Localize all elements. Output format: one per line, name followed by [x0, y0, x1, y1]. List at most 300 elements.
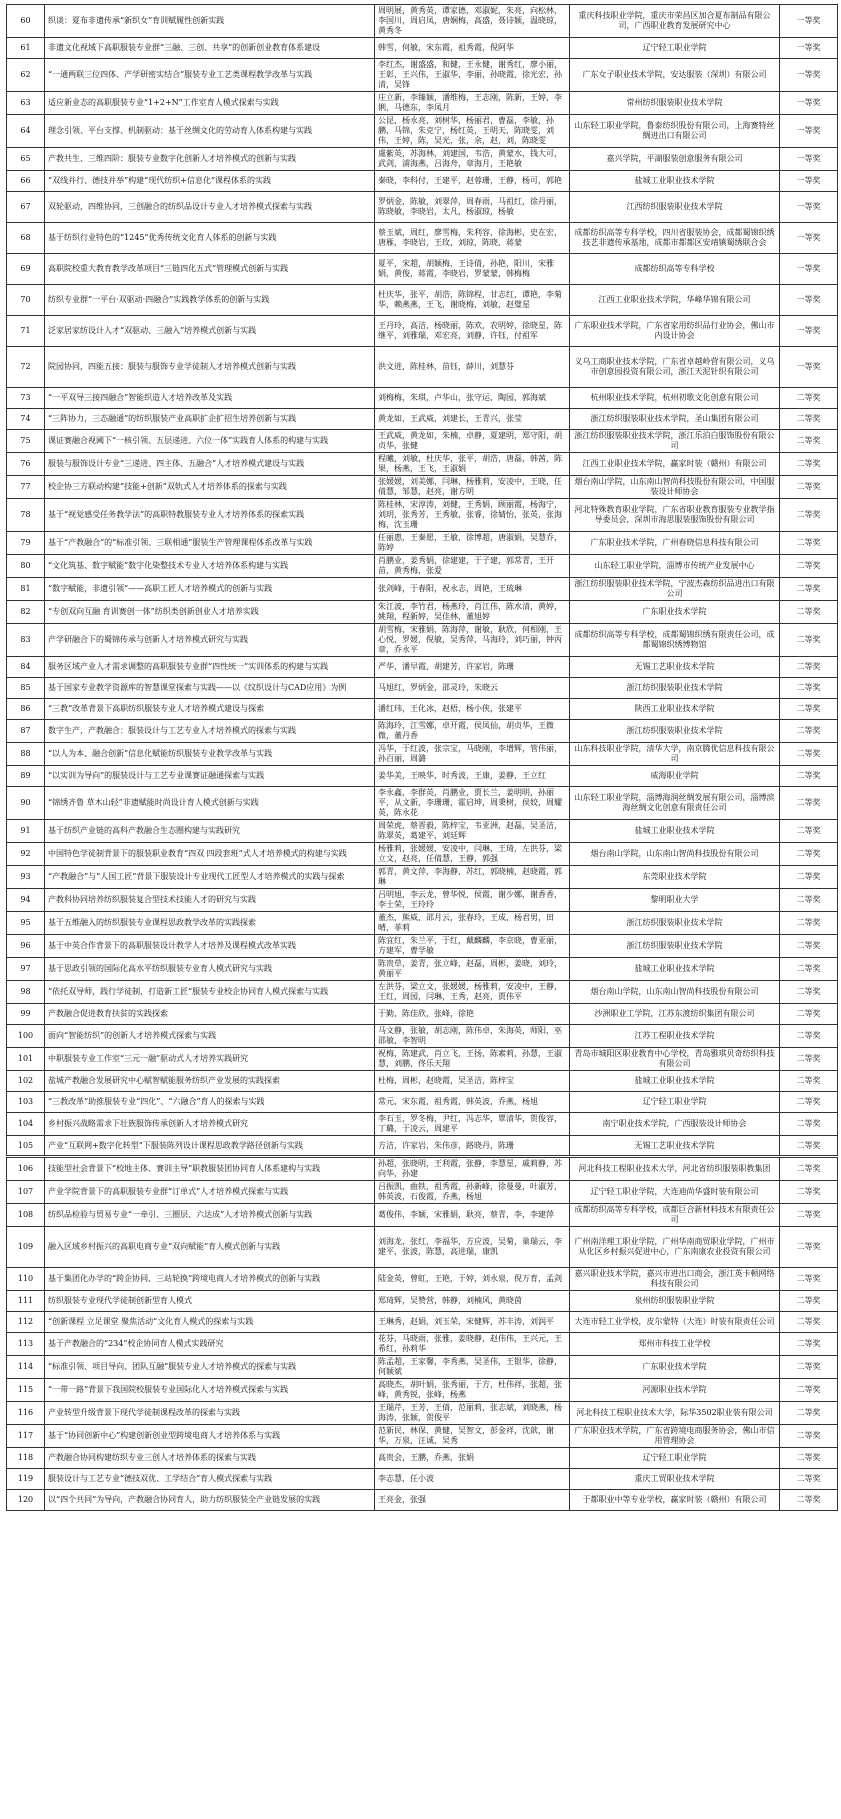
row-number: 89 [7, 766, 45, 787]
team-members: 高晓杰，胡叶娟，张秀丽，于方，杜伟祥，张超，张峰，黄秀锐，张峰，杨燕 [375, 1379, 570, 1402]
team-members: 李石玉，罗冬梅，尹红，冯志华，覃清华，贺俊容，丁璐，于凌云，周建平 [375, 1113, 570, 1136]
row-number: 106 [7, 1157, 45, 1181]
project-title: 中国特色学徒制背景下的服装职业教育“四双 四段套班”式人才培养模式的构建与实践 [45, 843, 375, 866]
project-title: 泛家居家纺设计人才“双驱动、三融入”培养模式创新与实践 [45, 316, 375, 347]
table-row [7, 1157, 838, 1181]
project-title: 技能型社会背景下“校地主体、赛训主导”职教服装团协同育人体系建构与实践 [45, 1157, 375, 1181]
table-row [7, 866, 838, 889]
project-title: 非遗文化视域下高职服装专业群“三融、三创、共享”的创新创业教育体系建设 [45, 38, 375, 59]
row-number: 77 [7, 476, 45, 499]
team-members: 马旭红，罗炳金，邵灵玲，朱晓云 [375, 678, 570, 699]
table-row [7, 430, 838, 453]
project-title: 纺织品检验与贸易专业“一牵引、三圈层、六达成”人才培养模式创新与实践 [45, 1204, 375, 1227]
award-level: 二等奖 [780, 555, 838, 578]
award-level: 二等奖 [780, 1469, 838, 1490]
award-level: 二等奖 [780, 981, 838, 1004]
project-title: “一通两联三位四体、产学研密实结合”服装专业工艺类课程教学改革与实践 [45, 59, 375, 92]
team-members: 马文静，张敏，胡志刚，陈伟卓，朱海英，师阳，巫邵敏，李智明 [375, 1025, 570, 1048]
award-level: 二等奖 [780, 1092, 838, 1113]
award-level: 二等奖 [780, 1025, 838, 1048]
row-number: 73 [7, 388, 45, 409]
institutions: 泉州纺织服装职业学院 [570, 1291, 780, 1312]
row-number: 102 [7, 1071, 45, 1092]
table-row [7, 499, 838, 532]
project-title: “文化筑基、数字赋能”数字化染整技术专业人才培养体系构建与实践 [45, 555, 375, 578]
project-title: “产教融合”与“人国工匠”背景下服装设计专业现代工匠型人才培养模式的实践与探索 [45, 866, 375, 889]
row-number: 76 [7, 453, 45, 476]
table-row [7, 254, 838, 285]
row-number: 95 [7, 912, 45, 935]
row-number: 79 [7, 532, 45, 555]
table-row [7, 935, 838, 958]
institutions: 盐城工业职业技术学院 [570, 1071, 780, 1092]
team-members: 潘红玮，王化冰，赵梧，杨小侠，张建平 [375, 699, 570, 720]
row-number: 119 [7, 1469, 45, 1490]
project-title: 基于“视觉感受任务教学法”的高职特教服装专业人才培养体系的探索实践 [45, 499, 375, 532]
table-row [7, 223, 838, 254]
project-title: 产教共生、三维四阶：服装专业数字化创新人才培养模式的创新与实践 [45, 148, 375, 171]
row-number: 75 [7, 430, 45, 453]
row-number: 72 [7, 347, 45, 388]
row-number: 82 [7, 601, 45, 624]
institutions: 成都纺织高等专科学校，成都巨合新材料技术有限责任公司 [570, 1204, 780, 1227]
row-number: 70 [7, 285, 45, 316]
project-title: “标准引领、项目导向、团队互融”服装专业人才培养模式的探索与实践 [45, 1356, 375, 1379]
project-title: 基于集团化办学的“跨企协同、三站轮换”跨境电商人才培养模式的创新与实践 [45, 1268, 375, 1291]
row-number: 86 [7, 699, 45, 720]
team-members: 杜梅，周彬，赵晓霞，吴圣洁，陈梓宝 [375, 1071, 570, 1092]
award-level: 二等奖 [780, 476, 838, 499]
row-number: 90 [7, 787, 45, 820]
row-number: 66 [7, 171, 45, 192]
project-title: “创新课程 立足课堂 聚焦活动”文化育人模式的探索与实践 [45, 1312, 375, 1333]
row-number: 112 [7, 1312, 45, 1333]
institutions: 盐城工业职业技术学院 [570, 171, 780, 192]
row-number: 110 [7, 1268, 45, 1291]
team-members: 于勤，陈佳欣，张峰，徐艳 [375, 1004, 570, 1025]
project-title: “数字赋能，非遗引领”——高职工匠人才培养模式的创新与实践 [45, 578, 375, 601]
row-number: 94 [7, 889, 45, 912]
table-row [7, 981, 838, 1004]
project-title: 基于纺织产业链的高科产教融合生态圈构建与实践研究 [45, 820, 375, 843]
institutions: 成都纺织高等专科学校 [570, 254, 780, 285]
institutions: 山东科技职业学院，清华大学，南京腾优信息科技有限公司 [570, 743, 780, 766]
institutions: 广东女子职业技术学院，安达服装（深圳）有限公司 [570, 59, 780, 92]
table-row [7, 820, 838, 843]
table-row [7, 1071, 838, 1092]
team-members: 王瑞芹，王芳，王倩，范丽莉，张志斌，刘晓燕，杨海涛，张颖，贺俊平 [375, 1402, 570, 1425]
row-number: 100 [7, 1025, 45, 1048]
table-row [7, 1204, 838, 1227]
row-number: 107 [7, 1181, 45, 1204]
institutions: 成都纺织高等专科学校，四川省服装协会，成都蜀锦织绣技艺非遗传承基地，成都市都都区安靖镇蜀绣联合会 [570, 223, 780, 254]
team-members: 祝梅，陈建武，肖立飞，王扬，陈素莉，孙慧，王淑慧，刘鹏，佟乐天翔 [375, 1048, 570, 1071]
team-members: 王武威，黄龙如，朱楠，卓静，夏建明，郑守阳，胡贞华，张健 [375, 430, 570, 453]
team-members: 韩雪，何敏，宋东霞，祖秀霞，倪阿华 [375, 38, 570, 59]
award-level: 二等奖 [780, 1490, 838, 1511]
team-members: 花芬，马晓雨，张雅，姜晓静，赵伟伟，王兴元，王希红，孙莉华 [375, 1333, 570, 1356]
institutions: 广东职业技术学院，广东省跨境电商服务协会，佛山市信用管理协会 [570, 1425, 780, 1448]
table-row [7, 766, 838, 787]
project-title: 服装与服饰设计专业“三递进、四主体、五融合”人才培养模式建设与实践 [45, 453, 375, 476]
project-title: 中职服装专业工作室“三元一融”驱动式人才培养实践研究 [45, 1048, 375, 1071]
row-number: 83 [7, 624, 45, 657]
table-row [7, 1092, 838, 1113]
team-members: 杜庆华，张平，胡浩，陈锦程，甘志红，谭艳，李菊华，赖燕燕，王飞，谢晓梅，刘敏，赵璧星 [375, 285, 570, 316]
institutions: 义乌工商职业技术学院，广东省卓越岭营有限公司，义乌市创意园投资有限公司，浙江天泥针织有限公司 [570, 347, 780, 388]
row-number: 103 [7, 1092, 45, 1113]
award-level: 二等奖 [780, 866, 838, 889]
team-members: 李志慧，任小波 [375, 1469, 570, 1490]
team-members: 刘梅梅，朱琪，卢华山，张守运，陶园，郭海斌 [375, 388, 570, 409]
row-number: 80 [7, 555, 45, 578]
team-members: 张媛媛，刘美娜，闫琳，杨雅莉，安凌中，王晓，任倩慧，邹慧，赵亮，谢方明 [375, 476, 570, 499]
institutions: 广东职业技术学院，广东省家用纺织品行业协会，佛山市内设计协会 [570, 316, 780, 347]
row-number: 69 [7, 254, 45, 285]
team-members: 陈宜红，朱兰平，于红，戴麟麟，李京晓，曹亚丽，方建军，曹学敏 [375, 935, 570, 958]
team-members: 范新民，林保，黄健，吴智文，彭金祥，沈歆，谢华，万泉，汪诚，吴秀 [375, 1425, 570, 1448]
award-level: 二等奖 [780, 1227, 838, 1268]
table-row [7, 1227, 838, 1268]
row-number: 92 [7, 843, 45, 866]
table-row [7, 1113, 838, 1136]
project-title: 高职院校重大教育教学改革项目“三链四化五式”管理模式创新与实践 [45, 254, 375, 285]
team-members: 陈桂林，宋淳涛，刘健，王秀娟，顾丽霞，杨海宁，刘玥，张秀芳，王秀敏，张睿，徐婧怡，张英，张海梅，沈玉珊 [375, 499, 570, 532]
row-number: 67 [7, 192, 45, 223]
institutions: 山东轻工职业学院，鲁泰纺织股份有限公司，上海赛特丝绸进出口有限公司 [570, 115, 780, 148]
table-row [7, 678, 838, 699]
row-number: 74 [7, 409, 45, 430]
table-row [7, 1048, 838, 1071]
project-title: 以“四个共同”为导向，产教融合协同育人，助力纺织服装全产业链发展的实践 [45, 1490, 375, 1511]
institutions: 广东职业技术学院 [570, 1356, 780, 1379]
project-title: 课证赛融合视阈下“一核引领、五层递进、六位一体”实践育人体系的构建与实践 [45, 430, 375, 453]
award-level: 二等奖 [780, 1181, 838, 1204]
row-number: 61 [7, 38, 45, 59]
award-level: 二等奖 [780, 1113, 838, 1136]
institutions: 于都职业中等专业学校，赢家时装（赣州）有限公司 [570, 1490, 780, 1511]
row-number: 98 [7, 981, 45, 1004]
institutions: 辽宁轻工职业学院 [570, 38, 780, 59]
institutions: 郑州市科技工业学校 [570, 1333, 780, 1356]
row-number: 116 [7, 1402, 45, 1425]
table-row [7, 1333, 838, 1356]
row-number: 91 [7, 820, 45, 843]
award-level: 二等奖 [780, 1425, 838, 1448]
project-title: 校企协三方联动构建“技能+创新”双轨式人才培养体系的探索与实践 [45, 476, 375, 499]
team-members: 冯华，于红波，张宗宝，马晓刚，李增辉，管伟丽，孙百丽，周潞 [375, 743, 570, 766]
award-level: 二等奖 [780, 1136, 838, 1157]
team-members: 程曦，刘敏，杜庆华，张平，胡浩，唐磊，韩茜，陈果，杨燕，王飞，王淑娟 [375, 453, 570, 476]
institutions: 河北科技工程职业技术大学，河北省纺织服装职教集团 [570, 1157, 780, 1181]
project-title: 服装设计与工艺专业“德技双优、工学结合”育人模式探索与实践 [45, 1469, 375, 1490]
table-row [7, 409, 838, 430]
award-level: 一等奖 [780, 192, 838, 223]
award-level: 二等奖 [780, 409, 838, 430]
institutions: 辽宁轻工职业学院 [570, 1092, 780, 1113]
row-number: 105 [7, 1136, 45, 1157]
award-table-body [7, 5, 838, 1511]
team-members: 秦晓，李科付，王建平，赵蓉珊，王静，杨可，郭艳 [375, 171, 570, 192]
award-level: 二等奖 [780, 843, 838, 866]
team-members: 刘海龙，张红，李福华，方应波，吴菊，巢瑞云，李建平，张波，陈慧，高进瑞，康凯 [375, 1227, 570, 1268]
institutions: 嘉兴学院，平湖服装创意服务有限公司 [570, 148, 780, 171]
team-members: 杨雅莉，张媛媛，安凌中，闫琳，王琦，左洪芬，梁立文，赵亮，任倩慧，王静，郭强 [375, 843, 570, 866]
team-members: 周明展，黄秀英，谭家德，邓淑妮，朱亮，向松林，李国川，周启凤，唐娴梅，高盛，聂诗颖，温晓琼，黄秀冬 [375, 5, 570, 38]
project-title: “双线并行、德技并举”构建“现代纺织+信息化”课程体系的实践 [45, 171, 375, 192]
table-row [7, 1356, 838, 1379]
award-level: 二等奖 [780, 499, 838, 532]
team-members: 姜华美，王映华，时秀波，王康，姜静，王立红 [375, 766, 570, 787]
award-level: 二等奖 [780, 720, 838, 743]
table-row [7, 1425, 838, 1448]
award-level: 一等奖 [780, 115, 838, 148]
institutions: 广东职业技术学院，广州春晓信息科技有限公司 [570, 532, 780, 555]
row-number: 60 [7, 5, 45, 38]
award-level: 一等奖 [780, 285, 838, 316]
table-row [7, 38, 838, 59]
award-level: 二等奖 [780, 601, 838, 624]
team-members: 王亮金，张强 [375, 1490, 570, 1511]
project-title: 产学研融合下的蜀锦传承与创新人才培养模式研究与实践 [45, 624, 375, 657]
institutions: 杭州职业技术学院，杭州初歌文化创意有限公司 [570, 388, 780, 409]
team-members: 周荣虎，蔡晋毅，陈梓宝，韦亚洲，赵磊，吴圣洁，陈翠英，葛建平，刘廷辉 [375, 820, 570, 843]
row-number: 93 [7, 866, 45, 889]
row-number: 84 [7, 657, 45, 678]
team-members: 葛俊伟，李颖，宋雅娟，耿亮，蔡青，李，李建萍 [375, 1204, 570, 1227]
award-level: 一等奖 [780, 148, 838, 171]
row-number: 88 [7, 743, 45, 766]
team-members: 夏平，宋超，胡颖梅，王诗倩，孙艳，阳川，宋雅娟，黄俊，蒋霞，李晓岩，罗蒙蒙，韩梅梅 [375, 254, 570, 285]
row-number: 114 [7, 1356, 45, 1379]
award-level: 二等奖 [780, 430, 838, 453]
team-members: 孙超，张晓明，王利霞，张静，李慧星，戚莉静，苏向华，孙建 [375, 1157, 570, 1181]
team-members: 蔡玉斌，周红，廖雪梅，朱利容，徐海彬，史在宏，唐雁，李晓岩，王玫，刘琼，陈晓，蒋蒙 [375, 223, 570, 254]
institutions: 沙洲职业工学院，江苏东渡纺织集团有限公司 [570, 1004, 780, 1025]
award-level: 二等奖 [780, 657, 838, 678]
project-title: “锦绣齐鲁 草木山轻”非遗赋能时尚设计育人模式创新与实践 [45, 787, 375, 820]
team-members: 陈孟超，王家馨，李秀燕，吴圣伟，王银华，徐静，何颖斌 [375, 1356, 570, 1379]
institutions: 烟台南山学院，山东南山智尚科技股份有限公司 [570, 981, 780, 1004]
award-level: 二等奖 [780, 1291, 838, 1312]
award-level: 二等奖 [780, 1312, 838, 1333]
table-row [7, 171, 838, 192]
institutions: 浙江纺织服装职业技术学院，宁波杰森纺织品进出口有限公司 [570, 578, 780, 601]
row-number: 65 [7, 148, 45, 171]
project-title: 基于五维融入的纺织服装专业课程思政教学改革的实践探索 [45, 912, 375, 935]
project-title: 基于“产教融合”的“标准引领、三联相通”服装生产管理课程体系改革与实践 [45, 532, 375, 555]
table-row [7, 453, 838, 476]
team-members: 任丽惠，王秦愿，王敏，徐博超，唐淑娟，吴慧乔，陈婷 [375, 532, 570, 555]
table-row [7, 624, 838, 657]
project-title: “专创双向互融 育训赛创一体”纺织类创新创业人才培养实践 [45, 601, 375, 624]
award-level: 二等奖 [780, 1379, 838, 1402]
row-number: 63 [7, 92, 45, 115]
institutions: 陕西工业职业技术学院 [570, 699, 780, 720]
team-members: 虞紫英，苏海林，刘建国，韦浩，黄蒙水，钱大可，武剑，浦海燕，吕海舟，章海月，王艳敏 [375, 148, 570, 171]
project-title: 融入区域乡村振兴的高职电商专业“双向赋能”育人模式创新与实践 [45, 1227, 375, 1268]
project-title: 产教科协同培养纺织服装复合型技术技能人才的研究与实践 [45, 889, 375, 912]
project-title: 产业“互联网+数字化转型”下服装陈列设计课程思政教学路径创新与实践 [45, 1136, 375, 1157]
team-members: 罗炳金，陈敏，刘翠萍，周春雨，马祖红，徐丹丽，陈晓敏，李晓岩，太凡，杨淑琼，杨敏 [375, 192, 570, 223]
institutions: 常州纺织服装职业技术学院 [570, 92, 780, 115]
team-members: 陈贵草，姜青，张立峰，赵磊，周彬，姜晓，刘玲，黄丽平 [375, 958, 570, 981]
table-row [7, 1025, 838, 1048]
project-title: “一带一路”背景下我国院校服装专业国际化人才培养模式探索与实践 [45, 1379, 375, 1402]
project-title: “三阵协力，三态融通”的纺织服装产业高职扩企扩招生培养创新与实践 [45, 409, 375, 430]
table-row [7, 555, 838, 578]
institutions: 浙江纺织服装职业技术学院 [570, 678, 780, 699]
institutions: 无锡工艺职业技术学院 [570, 657, 780, 678]
row-number: 118 [7, 1448, 45, 1469]
institutions: 浙江纺织服装职业技术学院 [570, 935, 780, 958]
institutions: 无锡工艺职业技术学院 [570, 1136, 780, 1157]
table-row [7, 1402, 838, 1425]
table-row [7, 601, 838, 624]
team-members: 方洁，许家岩，朱伟彦，路晓丹，陈珊 [375, 1136, 570, 1157]
institutions: 威海职业学院 [570, 766, 780, 787]
table-row [7, 743, 838, 766]
table-row [7, 720, 838, 743]
award-level: 二等奖 [780, 388, 838, 409]
project-title: 基于思政引领的国际化高水平纺织服装专业育人模式研究与实践 [45, 958, 375, 981]
row-number: 96 [7, 935, 45, 958]
award-level: 二等奖 [780, 532, 838, 555]
project-title: “一平双导三接四融合”智能织造人才培养改革及实践 [45, 388, 375, 409]
award-level: 二等奖 [780, 578, 838, 601]
project-title: “以人为本、融合创新”信息化赋能纺织服装专业教学改革与实践 [45, 743, 375, 766]
institutions: 江苏工程职业技术学院 [570, 1025, 780, 1048]
table-row [7, 1448, 838, 1469]
project-title: 服务区域产业人才需求调整的高职服装专业群“四性统一”实训体系的构建与实践 [45, 657, 375, 678]
institutions: 成都纺织高等专科学校，成都蜀锦织绣有限责任公司，成都蜀锦织绣博物馆 [570, 624, 780, 657]
award-level: 二等奖 [780, 699, 838, 720]
table-row [7, 347, 838, 388]
project-title: 产教融合协同构建纺织专业三创人才培养体系的探索与实践 [45, 1448, 375, 1469]
row-number: 78 [7, 499, 45, 532]
institutions: 浙江纺织服装职业技术学院，浙江乐泊白服饰股份有限公司 [570, 430, 780, 453]
team-members: 张剑峰，于春阳，祝永志，周艳，王琉琳 [375, 578, 570, 601]
project-title: “依托双导师，践行学徒制，打造新工匠”服装专业校企协同育人模式探索与实践 [45, 981, 375, 1004]
award-level: 一等奖 [780, 223, 838, 254]
table-row [7, 316, 838, 347]
table-row [7, 578, 838, 601]
row-number: 113 [7, 1333, 45, 1356]
team-members: 严华，潘早霞，胡建芳，许家岩，陈珊 [375, 657, 570, 678]
award-level: 二等奖 [780, 1157, 838, 1181]
team-members: 王丹玲，高洁，杨晓丽，陈欢，农明婷，徐晓星，陈继平，刘雅瑞，邓宏亮，刘静，许钰，付祖军 [375, 316, 570, 347]
institutions: 江西工业职业技术学院，赢家时装（赣州）有限公司 [570, 453, 780, 476]
project-title: 产教融合促进教育扶贫的实践探索 [45, 1004, 375, 1025]
team-members: 董杰，熊威，邵月云，张春玲，王成，杨君男，田晴，菲莉 [375, 912, 570, 935]
table-row [7, 912, 838, 935]
project-title: 产业转型升级背景下现代学徒制课程改革的探索与实践 [45, 1402, 375, 1425]
row-number: 64 [7, 115, 45, 148]
institutions: 盐城工业职业技术学院 [570, 820, 780, 843]
table-row [7, 115, 838, 148]
row-number: 87 [7, 720, 45, 743]
institutions: 广东职业技术学院 [570, 601, 780, 624]
table-row [7, 889, 838, 912]
team-members: 左洪芬，梁立文，张媛媛，杨雅莉，安凌中，王静，王红，周园，闫琳，王秀，赵亮，贾伟平 [375, 981, 570, 1004]
award-level: 二等奖 [780, 1356, 838, 1379]
table-row [7, 1136, 838, 1157]
team-members: 洪文进，陈桂林，苗钰，薛川，刘慧芬 [375, 347, 570, 388]
table-row [7, 657, 838, 678]
table-row [7, 1469, 838, 1490]
institutions: 南宁职业技术学院，广西服装设计师协会 [570, 1113, 780, 1136]
institutions: 辽宁轻工职业学院，大连迪尚华盛时装有限公司 [570, 1181, 780, 1204]
team-members: 李红杰，谢盛盛，和健，王永健，谢秀红，廖小丽，王彰，王兴伟，王淑华，李丽，孙晓霞，徐光宏，孙清，吴锋 [375, 59, 570, 92]
table-row [7, 699, 838, 720]
team-members: 肖鹏业，姜秀娟，徐建建，于子建，郭常青，王开苗，黄秀梅，张爱 [375, 555, 570, 578]
award-level: 二等奖 [780, 820, 838, 843]
row-number: 99 [7, 1004, 45, 1025]
institutions: 江西工业职业技术学院，华峰华锦有限公司 [570, 285, 780, 316]
project-title: 盐城产教融合发展研究中心赋智赋能服务纺织产业发展的实践探索 [45, 1071, 375, 1092]
award-level: 二等奖 [780, 958, 838, 981]
project-title: 院园协同，四能五接：服装与服饰专业学徒制人才培养模式创新与实践 [45, 347, 375, 388]
award-level: 二等奖 [780, 1448, 838, 1469]
institutions: 黎明职业大学 [570, 889, 780, 912]
project-title: 理念引领、平台支撑、机制驱动：基于丝绸文化的劳动育人体系构建与实践 [45, 115, 375, 148]
row-number: 111 [7, 1291, 45, 1312]
project-title: 织谈：夏布非遗传承“新织女”育训赋履性创新实践 [45, 5, 375, 38]
institutions: 辽宁轻工职业学院 [570, 1448, 780, 1469]
institutions: 烟台南山学院，山东南山智尚科技股份有限公司，中国服装设计师协会 [570, 476, 780, 499]
project-title: 纺织专业群“一平台·双驱动·四融合”实践教学体系的创新与实践 [45, 285, 375, 316]
award-level: 二等奖 [780, 787, 838, 820]
table-row [7, 192, 838, 223]
row-number: 108 [7, 1204, 45, 1227]
award-level: 二等奖 [780, 1268, 838, 1291]
project-title: 产业学院背景下的高职服装专业群“订单式”人才培养模式探索与实践 [45, 1181, 375, 1204]
team-members: 郑琦辉，吴赞营，韩静，刘楠风，黄晓茵 [375, 1291, 570, 1312]
award-level: 一等奖 [780, 5, 838, 38]
row-number: 104 [7, 1113, 45, 1136]
table-row [7, 285, 838, 316]
award-level: 一等奖 [780, 316, 838, 347]
table-row [7, 1379, 838, 1402]
institutions: 浙江纺织服装职业技术学院 [570, 720, 780, 743]
team-members: 公昆，杨永亮，刘树华，杨丽君，曹磊，李敏，孙鹏，马锦，朱克宁，杨红英，王明天，陈晓雯，刘伟，王婷，陈，吴光，张，余，赵，刘，陈晓雯 [375, 115, 570, 148]
institutions: 山东轻工职业学院，淄博海润丝绸发展有限公司，淄博滨海丝绸文化创意有限责任公司 [570, 787, 780, 820]
award-level: 一等奖 [780, 254, 838, 285]
table-row [7, 1291, 838, 1312]
institutions: 大连市轻工业学校，皮尔蒙特（大连）时装有限责任公司 [570, 1312, 780, 1333]
award-level: 二等奖 [780, 678, 838, 699]
institutions: 河北特殊教育职业学院，广东省职业教育服装专业教学指导委员会，深圳市海思服装服饰股份有限公司 [570, 499, 780, 532]
row-number: 81 [7, 578, 45, 601]
award-level: 二等奖 [780, 889, 838, 912]
project-title: 适应新业态的高职服装专业“1+2+N”工作室育人模式探索与实践 [45, 92, 375, 115]
table-row [7, 532, 838, 555]
table-row [7, 958, 838, 981]
award-level: 一等奖 [780, 59, 838, 92]
institutions: 浙江纺织服装职业技术学院，圣山集团有限公司 [570, 409, 780, 430]
award-level: 二等奖 [780, 624, 838, 657]
award-level: 一等奖 [780, 347, 838, 388]
table-row [7, 1490, 838, 1511]
team-members: 陆金英，曾虹，王艳，于婷，刘永泉，倪万育，孟剑 [375, 1268, 570, 1291]
row-number: 62 [7, 59, 45, 92]
project-title: 纺织服装专业现代学徒制创新型育人模式 [45, 1291, 375, 1312]
team-members: 朱江波，李竹君，杨燕玲，肖江伟，陈水清，黄婷，姚翔，程新婷，吴佳林，董旭婷 [375, 601, 570, 624]
award-level: 一等奖 [780, 92, 838, 115]
team-members: 高贵会，王鹏，乔燕，张娟 [375, 1448, 570, 1469]
row-number: 115 [7, 1379, 45, 1402]
row-number: 71 [7, 316, 45, 347]
